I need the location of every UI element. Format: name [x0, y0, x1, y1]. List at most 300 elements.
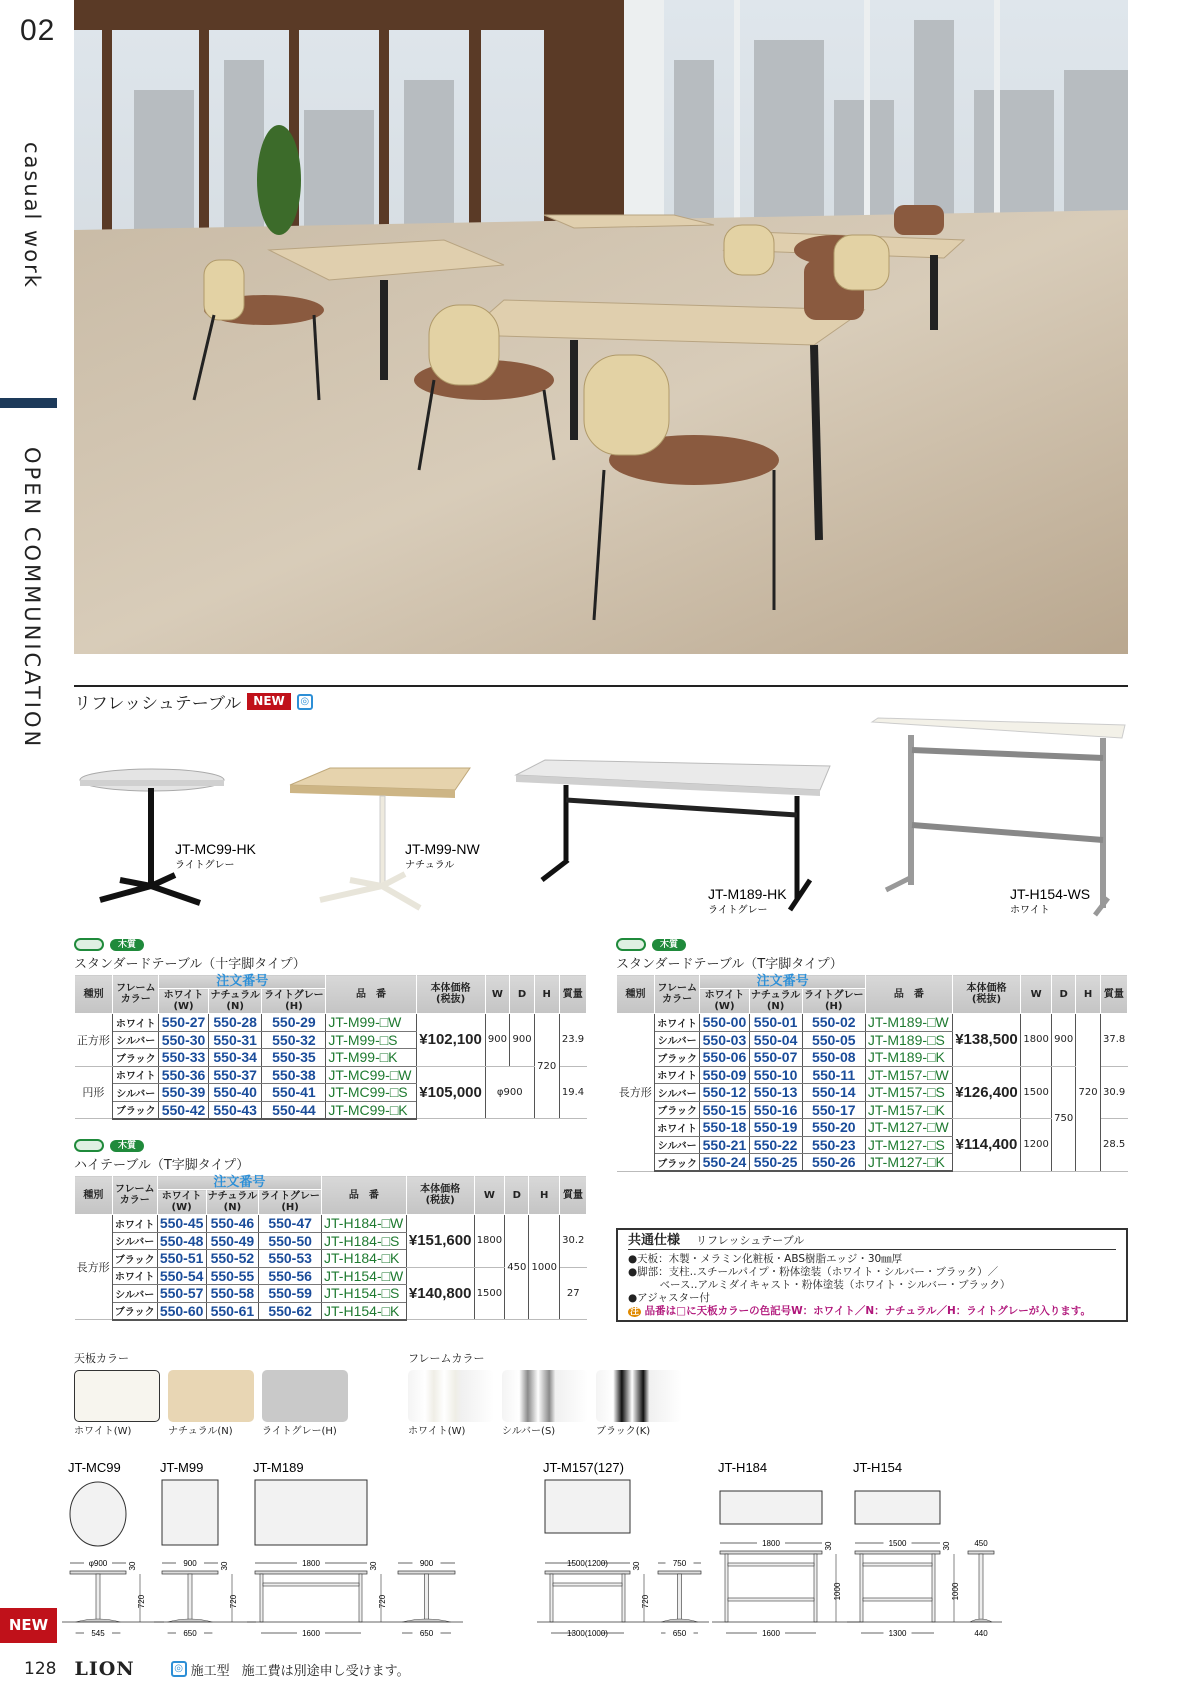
- table-header: W: [474, 1176, 505, 1215]
- product-color: ライトグレー: [175, 860, 235, 871]
- product-model: JT-H154-WS: [1010, 886, 1091, 902]
- order-number-cell: 550-06: [700, 1049, 749, 1067]
- table-title: スタンダードテーブル（T字脚タイプ）: [616, 957, 843, 972]
- post: [96, 1574, 100, 1620]
- footer: [24, 1658, 410, 1680]
- w-cell: 1500: [1021, 1066, 1052, 1119]
- leg: [550, 1574, 553, 1622]
- chapter-number: 02: [20, 14, 56, 47]
- spec-table-cross-leg: [74, 938, 587, 1120]
- base: [402, 1619, 450, 1622]
- frame-color-cell: シルバー: [654, 1136, 699, 1154]
- price-cell: ¥114,400: [952, 1119, 1020, 1172]
- order-number-cell: 550-11: [802, 1066, 865, 1084]
- dimension-label: φ900: [88, 1559, 108, 1568]
- table-header: 質量: [1100, 975, 1127, 1014]
- page-number: 128: [24, 1659, 57, 1679]
- product-model: JT-M189-HK: [708, 886, 787, 902]
- part-number-cell: JT-M99-□K: [326, 1049, 416, 1067]
- table-header: ライトグレー (H): [260, 1191, 320, 1213]
- table-header: 質量: [560, 1176, 587, 1215]
- product-lineup: [0, 715, 1200, 925]
- dimension-label: 30: [824, 1541, 833, 1551]
- shape-cell: 長方形: [617, 1014, 655, 1172]
- top-colors-swatch: [168, 1370, 254, 1437]
- h-cell: 1000: [529, 1215, 560, 1320]
- base: [661, 1619, 698, 1622]
- order-number-cell: 550-59: [259, 1285, 322, 1303]
- dimension-label: 650: [672, 1629, 687, 1638]
- order-number-cell: 550-26: [802, 1154, 865, 1172]
- model-name: JT-M99: [160, 1460, 204, 1475]
- w-cell: 1500: [474, 1267, 505, 1320]
- mass-cell: 19.4: [559, 1066, 586, 1119]
- product-jt-mc99-hk-image: [80, 769, 224, 903]
- table-row: [75, 1215, 587, 1233]
- price-cell: ¥102,100: [416, 1014, 485, 1067]
- dimension-label: 900: [183, 1559, 197, 1568]
- dimension-drawing-jt-m99: [160, 1460, 218, 1622]
- part-number-cell: JT-H154-□W: [322, 1267, 407, 1285]
- tabletop: [545, 1571, 630, 1574]
- order-number-cell: 550-34: [208, 1049, 262, 1067]
- section-label: OPEN COMMUNICATION: [20, 447, 44, 750]
- plan-view: [255, 1480, 367, 1545]
- dimension-label: 1500(1200): [567, 1559, 608, 1568]
- h-cell: 720: [534, 1014, 559, 1119]
- dimension-label: 900: [419, 1559, 434, 1568]
- color-chip: [408, 1370, 494, 1422]
- part-number-cell: JT-M99-□W: [326, 1014, 416, 1032]
- frame-colors-swatch: [502, 1370, 588, 1437]
- w-cell: 1800: [474, 1215, 505, 1268]
- part-number-cell: JT-H184-□W: [322, 1215, 407, 1233]
- frame-color-cell: ブラック: [654, 1154, 699, 1172]
- dimension-label: 1800: [762, 1539, 780, 1548]
- eco-mark-icon: [74, 938, 104, 951]
- table-header: H: [1076, 975, 1100, 1014]
- color-chip: [502, 1370, 588, 1422]
- table-header: 本体価格 (税抜): [406, 1176, 474, 1215]
- dimension-label: 720: [641, 1594, 650, 1609]
- construction-type-icon: ◎: [171, 1661, 187, 1677]
- color-chip: [74, 1370, 160, 1422]
- dimension-label: 30: [128, 1561, 137, 1571]
- table-title: ハイテーブル（T字脚タイプ）: [74, 1158, 250, 1173]
- order-number-cell: 550-36: [159, 1066, 209, 1084]
- part-number-cell: JT-H184-□K: [322, 1250, 407, 1268]
- plan-view: [70, 1482, 126, 1546]
- table-header: 品 番: [322, 1176, 407, 1215]
- tabletop: [398, 1571, 455, 1574]
- order-number-cell: 550-25: [749, 1154, 802, 1172]
- room-photo: [74, 0, 1128, 654]
- order-number-cell: 550-48: [157, 1232, 206, 1250]
- table-header: D: [1052, 975, 1076, 1014]
- spec-table-t-leg: [616, 938, 1128, 1172]
- post: [425, 1574, 429, 1620]
- order-number-cell: 550-33: [159, 1049, 209, 1067]
- color-chip: [168, 1370, 254, 1422]
- order-number-cell: 550-49: [206, 1232, 259, 1250]
- frame-color-cell: シルバー: [112, 1285, 157, 1303]
- dimension-label: 450: [974, 1539, 988, 1548]
- eco-mark-icon: [74, 1139, 104, 1152]
- table-header: H: [529, 1176, 560, 1215]
- base: [76, 1619, 121, 1622]
- mass-cell: 28.5: [1100, 1119, 1127, 1172]
- dimension-label: 30: [220, 1561, 229, 1571]
- order-number-cell: 550-45: [157, 1215, 206, 1233]
- h-cell: 720: [1076, 1014, 1100, 1172]
- dimension-label: 1000: [951, 1582, 960, 1601]
- table-header: 注文番号: [157, 1176, 321, 1190]
- new-badge-corner: NEW: [0, 1608, 57, 1643]
- price-cell: ¥126,400: [952, 1066, 1020, 1119]
- order-number-cell: 550-09: [700, 1066, 749, 1084]
- color-label: シルバー(S): [502, 1426, 556, 1437]
- dimension-label: 1500: [888, 1539, 907, 1548]
- common-spec-title: 共通仕様: [628, 1233, 681, 1248]
- color-chip: [596, 1370, 682, 1422]
- plan-view: [720, 1491, 822, 1524]
- order-number-cell: 550-20: [802, 1119, 865, 1137]
- dimension-label: 1300(1000): [567, 1629, 608, 1638]
- tabletop: [658, 1571, 701, 1574]
- w-cell: 1800: [1021, 1014, 1052, 1067]
- frame-colors-swatch: [596, 1370, 682, 1437]
- color-label: ナチュラル(N): [168, 1426, 233, 1437]
- order-number-cell: 550-04: [749, 1031, 802, 1049]
- eco-mark-icon: [616, 938, 646, 951]
- order-number-cell: 550-44: [262, 1101, 326, 1119]
- order-number-cell: 550-28: [208, 1014, 262, 1032]
- table-header: W: [485, 975, 510, 1014]
- section-divider: [74, 685, 1128, 687]
- frame-color-cell: ブラック: [113, 1101, 159, 1119]
- model-name: JT-H154: [853, 1460, 903, 1475]
- order-number-cell: 550-55: [206, 1267, 259, 1285]
- crossbar: [553, 1583, 622, 1586]
- base: [168, 1619, 213, 1622]
- shape-cell: 長方形: [75, 1215, 113, 1320]
- crossbar: [728, 1563, 814, 1566]
- table-row: [617, 1066, 1128, 1084]
- order-number-cell: 550-51: [157, 1250, 206, 1268]
- order-number-cell: 550-47: [259, 1215, 322, 1233]
- dimension-label: 720: [229, 1594, 238, 1609]
- table-header: D: [510, 975, 535, 1014]
- table-header: ナチュラル (N): [207, 1191, 258, 1213]
- table-row: [75, 1066, 587, 1084]
- crossbar: [863, 1598, 932, 1601]
- leg: [814, 1554, 817, 1622]
- spec-line: ベース‥アルミダイキャスト・粉体塗装（ホワイト・シルバー・ブラック）: [628, 1279, 1011, 1291]
- part-number-cell: JT-M189-□K: [865, 1049, 952, 1067]
- spec-line: ●アジャスター付: [628, 1292, 711, 1304]
- order-number-cell: 550-53: [259, 1250, 322, 1268]
- part-number-cell: JT-H154-□K: [322, 1302, 407, 1320]
- order-number-cell: 550-32: [262, 1031, 326, 1049]
- table-row: [617, 1119, 1128, 1137]
- frame-color-cell: ホワイト: [654, 1119, 699, 1137]
- new-badge: NEW: [247, 693, 290, 710]
- material-badge: 木質: [652, 939, 686, 951]
- frame-color-cell: ブラック: [112, 1250, 157, 1268]
- leg: [725, 1554, 728, 1622]
- part-number-cell: JT-M157-□K: [865, 1101, 952, 1119]
- dimension-drawing-jt-m157-127-: [543, 1460, 701, 1622]
- product-color: ホワイト: [1010, 905, 1050, 916]
- table-header: ホワイト (W): [159, 989, 209, 1014]
- order-number-cell: 550-37: [208, 1066, 262, 1084]
- install-note: 施工費は別途申し受けます。: [241, 1663, 410, 1679]
- part-number-cell: JT-M127-□S: [865, 1136, 952, 1154]
- note-text: 品番は□に天板カラーの色記号W：ホワイト／N：ナチュラル／H：ライトグレーが入ります。: [644, 1305, 1091, 1317]
- table-header: 種別: [75, 1176, 113, 1215]
- material-badge: 木質: [110, 1140, 144, 1152]
- tabletop: [70, 1571, 126, 1574]
- plan-view: [855, 1491, 940, 1524]
- order-number-cell: 550-62: [259, 1302, 322, 1320]
- order-number-cell: 550-10: [749, 1066, 802, 1084]
- dimension-drawings: [0, 1455, 1200, 1655]
- tabletop: [255, 1571, 367, 1574]
- common-spec-subtitle: リフレッシュテーブル: [696, 1234, 805, 1247]
- dimension-label: 440: [974, 1629, 988, 1638]
- frame-color-title: フレームカラー: [408, 1352, 485, 1365]
- order-number-cell: 550-27: [159, 1014, 209, 1032]
- top-colors-swatch: [262, 1370, 348, 1437]
- table-header: フレーム カラー: [113, 975, 159, 1014]
- d-cell: 900: [510, 1014, 535, 1067]
- mass-cell: 30.9: [1100, 1066, 1127, 1119]
- order-number-cell: 550-52: [206, 1250, 259, 1268]
- table-header: 注文番号: [159, 975, 326, 989]
- tabletop: [720, 1551, 822, 1554]
- part-number-cell: JT-M127-□W: [865, 1119, 952, 1137]
- table-row: [617, 1014, 1128, 1032]
- construction-type-icon: ◎: [297, 694, 313, 710]
- order-number-cell: 550-29: [262, 1014, 326, 1032]
- order-number-cell: 550-31: [208, 1031, 262, 1049]
- mass-cell: 37.8: [1100, 1014, 1127, 1067]
- table-title: スタンダードテーブル（十字脚タイプ）: [74, 957, 306, 972]
- dimension-drawing-jt-mc99: [68, 1460, 126, 1622]
- table-header: ナチュラル (N): [208, 989, 262, 1014]
- d-cell: 750: [1052, 1066, 1076, 1171]
- order-number-cell: 550-57: [157, 1285, 206, 1303]
- table-header: H: [534, 975, 559, 1014]
- frame-color-cell: ホワイト: [113, 1066, 159, 1084]
- product-color: ナチュラル: [405, 860, 455, 871]
- order-number-cell: 550-46: [206, 1215, 259, 1233]
- table-header: ライトグレー (H): [804, 990, 864, 1012]
- table-header: ナチュラル (N): [750, 990, 801, 1012]
- part-number-cell: JT-H154-□S: [322, 1285, 407, 1303]
- dimension-drawing-jt-m189: [253, 1460, 455, 1622]
- dimension-label: 1600: [302, 1629, 320, 1638]
- order-number-cell: 550-02: [802, 1014, 865, 1032]
- install-label: 施工型: [190, 1663, 230, 1679]
- order-number-cell: 550-41: [262, 1084, 326, 1102]
- dimension-label: 720: [378, 1594, 387, 1609]
- d-cell: 450: [505, 1215, 529, 1320]
- dimension-label: 30: [632, 1561, 641, 1571]
- table-row: [75, 1014, 587, 1032]
- frame-color-cell: シルバー: [654, 1084, 699, 1102]
- part-number-cell: JT-M127-□K: [865, 1154, 952, 1172]
- part-number-cell: JT-M189-□W: [865, 1014, 952, 1032]
- price-cell: ¥138,500: [952, 1014, 1020, 1067]
- order-number-cell: 550-30: [159, 1031, 209, 1049]
- dimension-label: 1000: [833, 1582, 842, 1601]
- top-color-title: 天板カラー: [74, 1352, 129, 1365]
- color-label: ブラック(K): [596, 1426, 651, 1437]
- mass-cell: 27: [560, 1267, 587, 1320]
- order-number-cell: 550-17: [802, 1101, 865, 1119]
- table-header: 質量: [559, 975, 586, 1014]
- frame-color-cell: シルバー: [113, 1084, 159, 1102]
- table-header: 品 番: [865, 975, 952, 1014]
- table-header: フレーム カラー: [654, 975, 699, 1014]
- frame-color-section: [408, 1350, 682, 1437]
- order-number-cell: 550-43: [208, 1101, 262, 1119]
- top-colors-swatch: [74, 1370, 160, 1437]
- order-number-cell: 550-01: [749, 1014, 802, 1032]
- dimension-label: 650: [183, 1629, 197, 1638]
- leg: [932, 1554, 935, 1622]
- dimension-label: 545: [91, 1629, 105, 1638]
- dimension-label: 720: [137, 1594, 146, 1609]
- dimension-label: 650: [419, 1629, 434, 1638]
- table-header: ホワイト (W): [157, 1190, 206, 1215]
- order-number-cell: 550-35: [262, 1049, 326, 1067]
- table-header: 種別: [617, 975, 655, 1014]
- section-title: リフレッシュテーブル: [74, 694, 242, 714]
- order-number-cell: 550-40: [208, 1084, 262, 1102]
- post: [678, 1574, 682, 1620]
- post: [979, 1554, 983, 1620]
- frame-color-cell: シルバー: [113, 1031, 159, 1049]
- frame-color-cell: シルバー: [112, 1232, 157, 1250]
- frame-color-cell: ホワイト: [654, 1066, 699, 1084]
- order-number-cell: 550-03: [700, 1031, 749, 1049]
- product-jt-m99-nw-image: [290, 768, 470, 908]
- table-header: 注文番号: [700, 975, 866, 989]
- dimension-label: 750: [672, 1559, 687, 1568]
- order-number-cell: 550-13: [749, 1084, 802, 1102]
- tabletop: [968, 1551, 994, 1554]
- price-cell: ¥140,800: [406, 1267, 474, 1320]
- order-number-cell: 550-05: [802, 1031, 865, 1049]
- table-header: フレーム カラー: [112, 1176, 157, 1215]
- order-number-cell: 550-12: [700, 1084, 749, 1102]
- product-model: JT-M99-NW: [405, 841, 480, 857]
- model-name: JT-H184: [718, 1460, 768, 1475]
- leg: [359, 1574, 362, 1622]
- part-number-cell: JT-M99-□S: [326, 1031, 416, 1049]
- frame-color-cell: シルバー: [654, 1031, 699, 1049]
- table-header: 品 番: [326, 975, 416, 1014]
- material-badge: 木質: [110, 939, 144, 951]
- shape-cell: 正方形: [75, 1014, 113, 1067]
- order-number-cell: 550-18: [700, 1119, 749, 1137]
- frame-color-cell: ブラック: [113, 1049, 159, 1067]
- order-number-cell: 550-19: [749, 1119, 802, 1137]
- order-number-cell: 550-14: [802, 1084, 865, 1102]
- frame-color-cell: ホワイト: [112, 1267, 157, 1285]
- table-header: 本体価格 (税抜): [952, 975, 1020, 1014]
- note-icon: 注: [630, 1307, 640, 1317]
- part-number-cell: JT-MC99-□W: [326, 1066, 416, 1084]
- model-name: JT-M157(127): [543, 1460, 624, 1475]
- part-number-cell: JT-M157-□W: [865, 1066, 952, 1084]
- w-cell: 900: [485, 1014, 510, 1067]
- base: [970, 1619, 992, 1622]
- sidebar-marker: [0, 398, 57, 408]
- order-number-cell: 550-15: [700, 1101, 749, 1119]
- category-label: casual work: [20, 142, 44, 289]
- dimension-label: 1300: [888, 1629, 907, 1638]
- order-number-cell: 550-22: [749, 1136, 802, 1154]
- w-cell: φ900: [485, 1066, 534, 1119]
- spec-line: ●脚部：支柱‥スチールパイプ・粉体塗装（ホワイト・シルバー・ブラック）／: [628, 1266, 999, 1278]
- order-number-cell: 550-16: [749, 1101, 802, 1119]
- order-number-cell: 550-61: [206, 1302, 259, 1320]
- color-label: ホワイト(W): [408, 1426, 466, 1437]
- part-number-cell: JT-H184-□S: [322, 1232, 407, 1250]
- order-number-cell: 550-00: [700, 1014, 749, 1032]
- leg: [860, 1554, 863, 1622]
- d-cell: 900: [1052, 1014, 1076, 1067]
- order-number-cell: 550-50: [259, 1232, 322, 1250]
- frame-color-cell: ホワイト: [112, 1215, 157, 1233]
- part-number-cell: JT-MC99-□S: [326, 1084, 416, 1102]
- frame-color-cell: ブラック: [654, 1101, 699, 1119]
- frame-color-cell: ホワイト: [113, 1014, 159, 1032]
- spec-line: ●天板：木製・メラミン化粧板・ABS樹脂エッジ・30㎜厚: [628, 1253, 903, 1265]
- shape-cell: 円形: [75, 1066, 113, 1119]
- dimension-label: 30: [942, 1541, 951, 1551]
- order-number-cell: 550-56: [259, 1267, 322, 1285]
- top-color-section: [74, 1350, 348, 1437]
- model-name: JT-MC99: [68, 1460, 121, 1475]
- order-number-cell: 550-07: [749, 1049, 802, 1067]
- order-number-cell: 550-23: [802, 1136, 865, 1154]
- leg: [622, 1574, 625, 1622]
- order-number-cell: 550-60: [157, 1302, 206, 1320]
- frame-color-cell: ブラック: [654, 1049, 699, 1067]
- crossbar: [728, 1598, 814, 1601]
- part-number-cell: JT-M189-□S: [865, 1031, 952, 1049]
- part-number-cell: JT-MC99-□K: [326, 1101, 416, 1119]
- dimension-label: 1600: [762, 1629, 780, 1638]
- table-header: 本体価格 (税抜): [416, 975, 485, 1014]
- tabletop: [855, 1551, 940, 1554]
- order-number-cell: 550-24: [700, 1154, 749, 1172]
- dimension-label: 30: [369, 1561, 378, 1571]
- spec-table-high: [74, 1139, 587, 1321]
- table-header: D: [505, 1176, 529, 1215]
- common-spec-box: [616, 1228, 1128, 1322]
- order-number-cell: 550-58: [206, 1285, 259, 1303]
- product-color: ライトグレー: [708, 905, 768, 916]
- w-cell: 1200: [1021, 1119, 1052, 1172]
- mass-cell: 23.9: [559, 1014, 586, 1067]
- order-number-cell: 550-21: [700, 1136, 749, 1154]
- crossbar: [263, 1583, 359, 1586]
